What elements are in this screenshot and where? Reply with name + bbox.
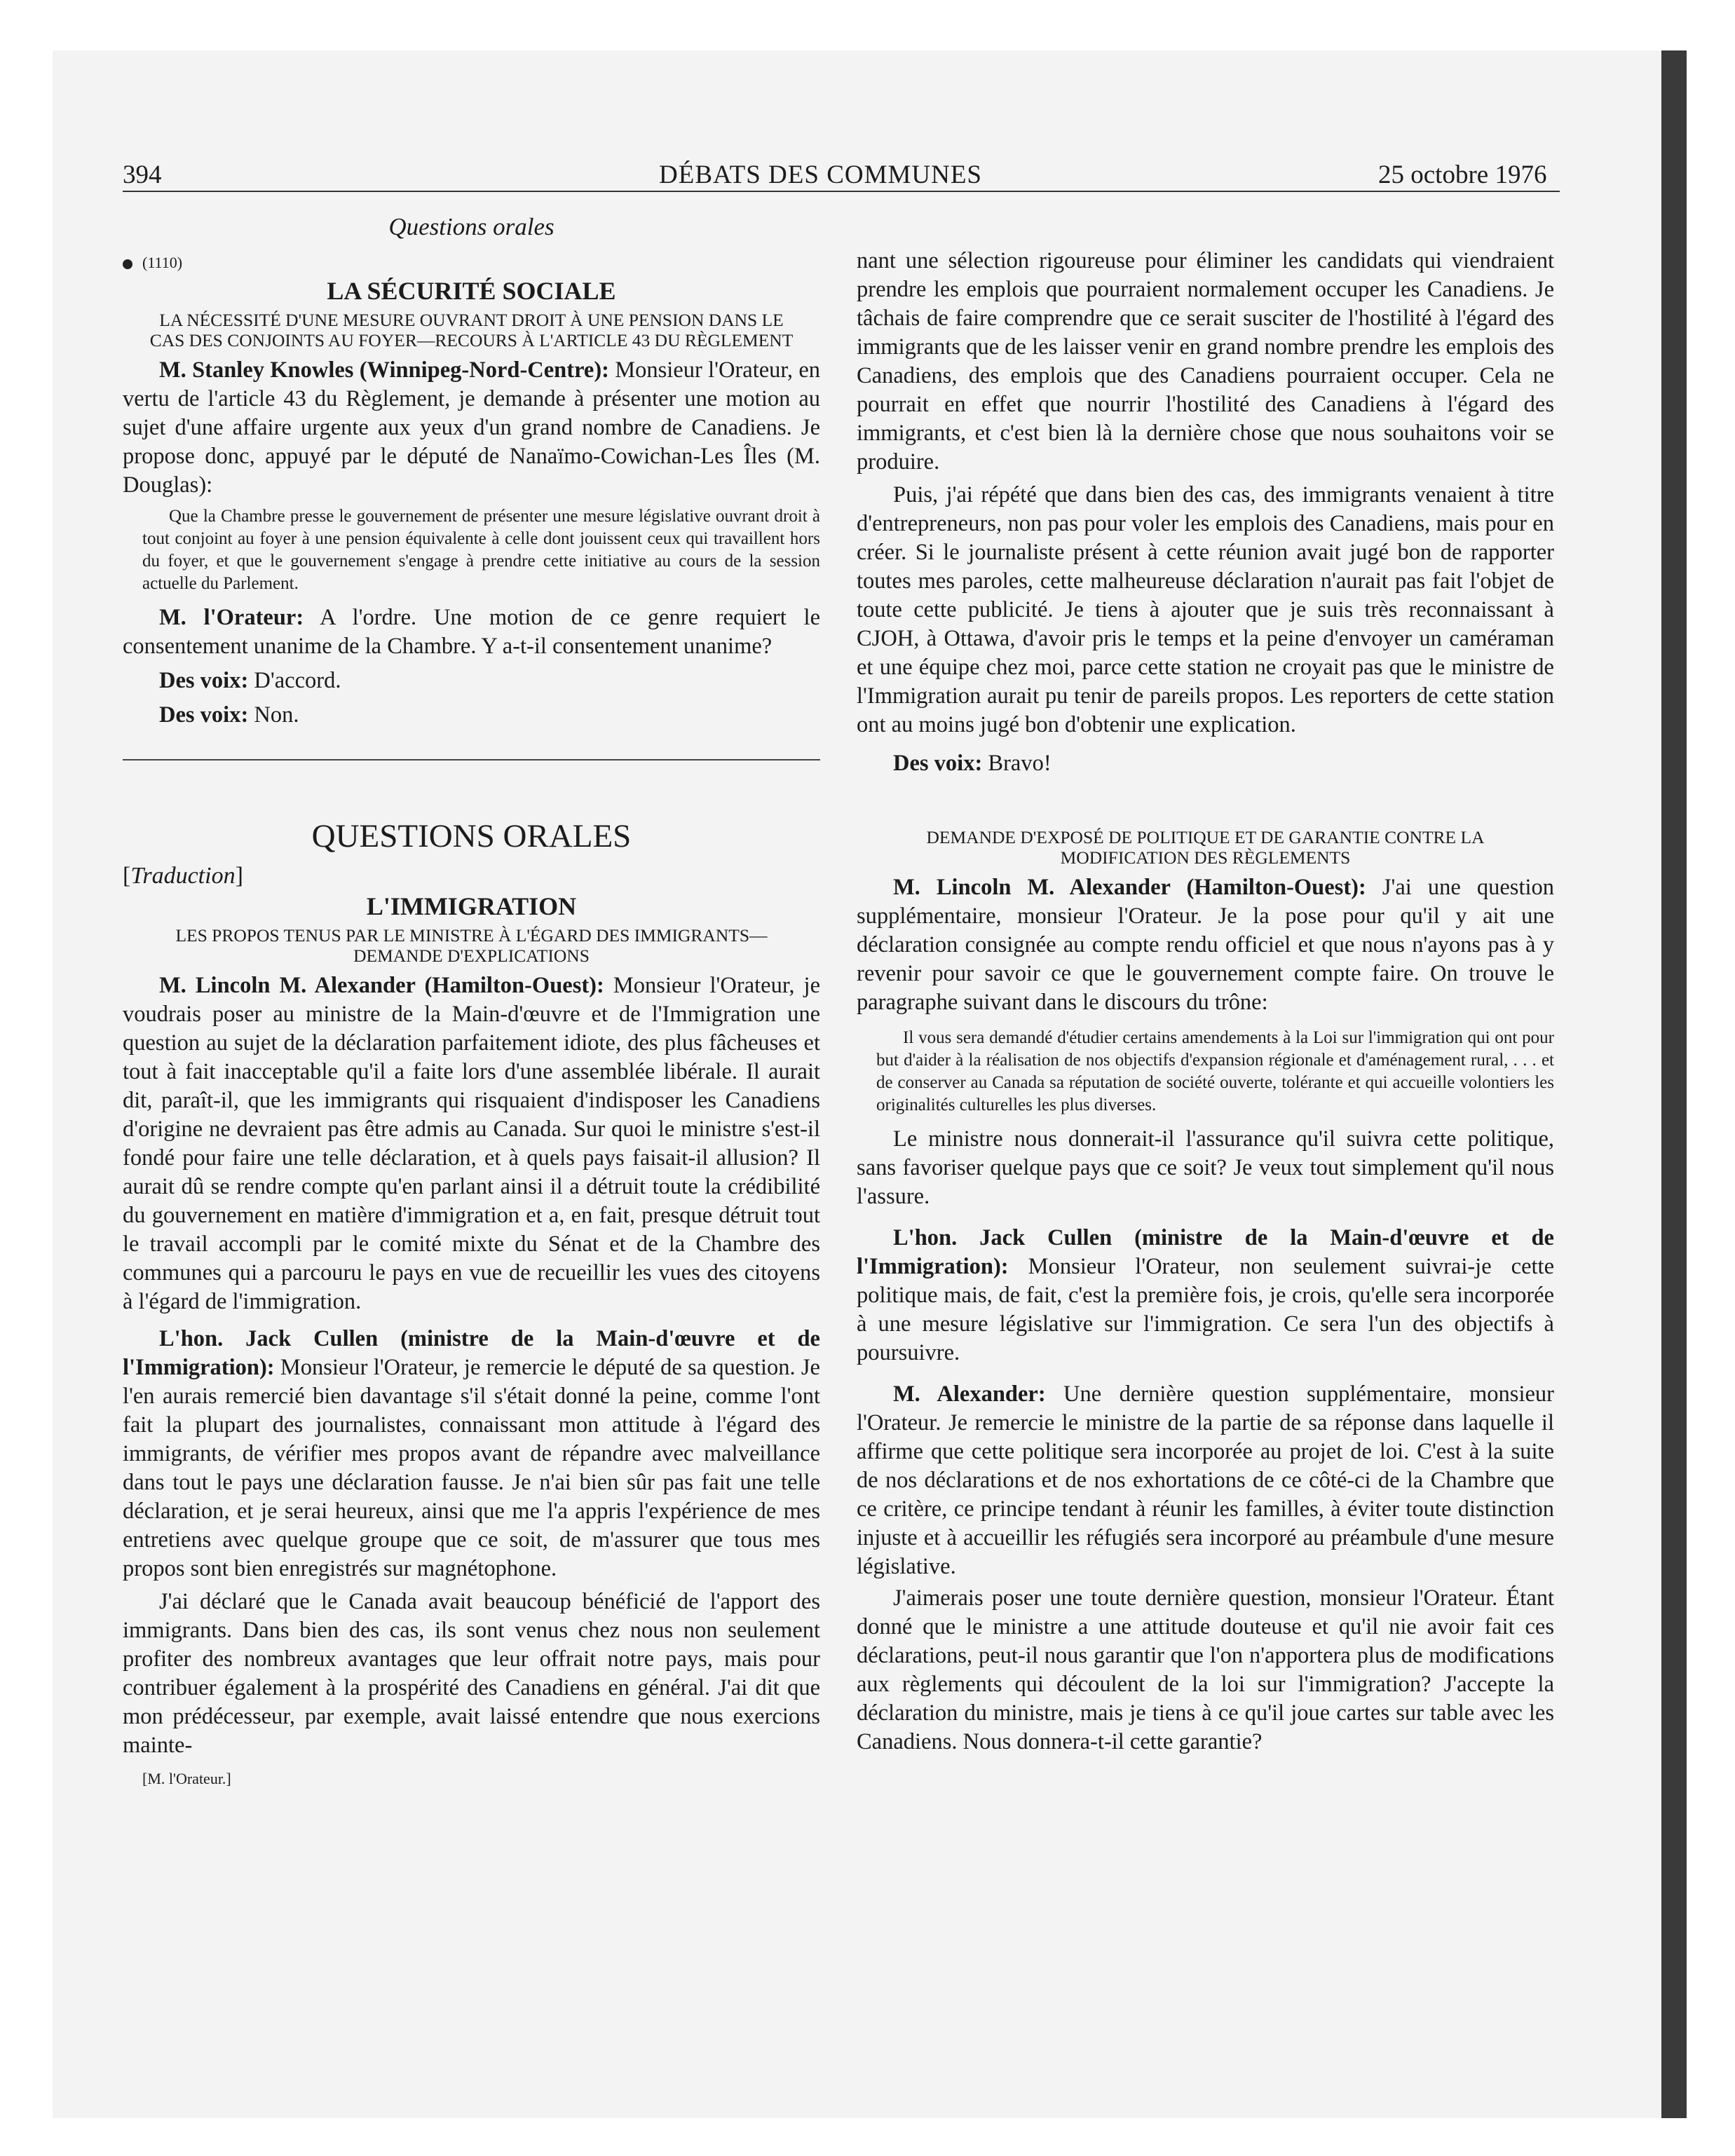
section-label: Questions orales: [388, 213, 554, 240]
paragraph-knowles: [123, 356, 820, 500]
speaker: M. Stanley Knowles (Winnipeg-Nord-Centre):: [159, 357, 609, 383]
speaker: M. Lincoln M. Alexander (Hamilton-Ouest):: [159, 973, 604, 998]
paragraph-alexander-4: [857, 1380, 1554, 1581]
speaker: M. Alexander:: [893, 1381, 1046, 1407]
subheading-demande: DEMANDE D'EXPOSÉ DE POLITIQUE ET DE GARANTIE CONTRE LA MODIFICATION DES RÈGLEMENTS: [926, 827, 1485, 868]
speaker: L'hon. Jack Cullen (ministre de la Main-d'œuvre et de l'Immigration):: [857, 1225, 1554, 1279]
subheading-pension: LA NÉCESSITÉ D'UNE MESURE OUVRANT DROIT À UNE PENSION DANS LE CAS DES CONJOINTS AU FOYER—RECOURS À L'ARTICLE 43 DU RÈGLEMENT: [149, 310, 794, 350]
right-column: [857, 247, 1554, 1756]
motion-text: Que la Chambre presse le gouvernement de présenter une mesure législative ouvrant droit à tout conjoint au foyer à une pension équivalente à celle dont jouissent ceux qui travaillent hors du foyer, et que le gouvernement s'engage à prendre cette initiative au cours de la session actuelle du Parlement.: [142, 507, 820, 593]
publication-title: DÉBATS DES COMMUNES: [659, 161, 983, 189]
speech-text: Une dernière question supplémentaire, monsieur l'Orateur. Je remercie le ministre de la partie de sa réponse dans laquelle il affirme que cette politique sera incorporée au projet de loi. C'est à la suite de nos déclarations et de nos exhortations de ce côté-ci de la Chambre que ce critère, ce principe tendant à réunir les familles, à éviter toute distinction injuste et à accueillir les réfugiés sera incorporé au préambule d'une mesure législative.: [857, 1381, 1554, 1579]
speech-text: Monsieur l'Orateur, en vertu de l'article 43 du Règlement, je demande à présenter une motion au sujet d'une affaire urgente aux yeux d'un grand nombre de Canadiens. Je propose donc, appuyé par le député de Nanaïmo-Cowichan-Les Îles (M. Douglas):: [123, 357, 820, 498]
paragraph-cullen-2: J'ai déclaré que le Canada avait beaucoup bénéficié de l'apport des immigrants. Dans bien des cas, ils sont venus chez nous non seulement profiter des nombreux avantages que leur offrait notre pays, mais pour contribuer également à la prospérité des Canadiens en général. J'ai dit que mon prédécesseur, par exemple, avait laissé entendre que nous exercions mainte-: [123, 1589, 820, 1758]
speaker: Des voix:: [893, 751, 983, 776]
header-rule: [123, 191, 1560, 192]
paragraph-voices-bravo: [857, 749, 1554, 778]
footnote: [M. l'Orateur.]: [142, 1770, 231, 1787]
page-number: 394: [123, 161, 162, 189]
speech-text: Monsieur l'Orateur, je remercie le député de sa question. Je l'en aurais remercié bien davantage s'il s'était donné la peine, comme l'ont fait la plupart des journalistes, connaissant mon attitude à l'égard des immigrants, de vérifier mes propos avant de répandre avec malveillance dans tout le pays une déclaration fausse. Je n'ai bien sûr pas fait une telle déclaration, et je serai heureux, ainsi que me l'a appris l'expérience de mes entretiens avec quelque groupe que ce soit, de m'assurer que tous mes propos sont bien enregistrés sur magnétophone.: [123, 1355, 820, 1581]
paragraph-continued: nant une sélection rigoureuse pour éliminer les candidats qui viendraient prendre les emplois que pourraient normalement occuper les Canadiens. Je tâchais de faire comprendre que ce serait susciter de l'hostilité à l'égard des immigrants que de les laisser venir en grand nombre prendre les emplois des Canadiens, des emplois que des Canadiens pourraient occuper. Cela ne pourrait en effet que nourrir l'hostilité des Canadiens à l'égard des immigrants, et c'est bien là la dernière chose que nous souhaitons voir se produire.: [857, 248, 1554, 475]
subheading-propos: LES PROPOS TENUS PAR LE MINISTRE À L'ÉGARD DES IMMIGRANTS—DEMANDE D'EXPLICATIONS: [175, 925, 768, 966]
quote-discours-trone: Il vous sera demandé d'étudier certains amendements à la Loi sur l'immigration qui ont pour but d'aider à la réalisation de nos objectifs d'expansion régionale et d'aménagement rural, . . . et de conserver au Canada sa réputation de société ouverte, tolérante et qui accueille volontiers les originalités culturelles les plus diverses.: [876, 1028, 1554, 1114]
heading-questions-orales: QUESTIONS ORALES: [311, 818, 632, 854]
speech-text: D'accord.: [248, 668, 341, 693]
section-divider: [123, 759, 820, 760]
speaker: L'hon. Jack Cullen (ministre de la Main-d'œuvre et de l'Immigration):: [123, 1326, 820, 1380]
speaker: Des voix:: [159, 702, 249, 728]
left-column: [123, 210, 820, 1788]
traduction-text: Traduction: [130, 863, 236, 889]
time-marker-row: [123, 254, 820, 272]
paragraph-alexander-3: Le ministre nous donnerait-il l'assurance qu'il suivra cette politique, sans favoriser quelque pays que ce soit? Je veux tout simplement qu'il nous l'assure.: [857, 1126, 1554, 1209]
speech-text: Non.: [248, 702, 299, 728]
paragraph-voices-2: [123, 701, 820, 730]
speech-text: A l'ordre. Une motion de ce genre requiert le consentement unanime de la Chambre. Y a-t-il consentement unanime?: [123, 605, 820, 659]
paragraph-cullen: [123, 1325, 820, 1583]
speech-text: Monsieur l'Orateur, je voudrais poser au ministre de la Main-d'œuvre et de l'Immigration une question au sujet de la déclaration parfaitement idiote, des plus fâcheuses et tout à fait inacceptable qu'il a faite lors d'une assemblée libérale. Il aurait dit, paraît-il, que les immigrants qui risquaient d'indisposer les Canadiens d'origine ne devraient pas être admis au Canada. Sur quoi le ministre s'est-il fondé pour faire une telle déclaration, et à quels pays faisait-il allusion? Il aurait dû se rendre compte qu'en parlant ainsi il a détruit toute la crédibilité du gouvernement en matière d'immigration et a, en fait, presque détruit tout le travail accompli par le comité mixte du Sénat et de la Chambre des communes qui a parcouru le pays en vue de recueillir les vues des citoyens à l'égard de l'immigration.: [123, 973, 821, 1314]
paragraph-cullen-4: [857, 1224, 1554, 1367]
paragraph-voices-1: [123, 667, 820, 695]
heading-immigration: L'IMMIGRATION: [366, 892, 577, 920]
paragraph-alexander: [123, 971, 820, 1316]
speaker: M. l'Orateur:: [159, 605, 304, 630]
paragraph-alexander-2: [857, 873, 1554, 1017]
speaker: M. Lincoln M. Alexander (Hamilton-Ouest):: [893, 875, 1366, 900]
page-date: 25 octobre 1976: [1378, 161, 1547, 189]
speech-text: J'ai une question supplémentaire, monsieur l'Orateur. Je la pose pour qu'il y ait une déclaration consignée au compte rendu officiel et que nous n'ayons pas à y revenir pour savoir ce que le gouvernement compte faire. On trouve le paragraphe suivant dans le discours du trône:: [857, 875, 1555, 1015]
scan-edge-bar: [1661, 50, 1687, 2118]
paragraph-alexander-5: J'aimerais poser une toute dernière question, monsieur l'Orateur. Étant donné que le ministre a une attitude douteuse et qu'il nie avoir fait ces déclarations, peut-il nous garantir que l'on n'apportera plus de modifications aux règlements qui découlent de la loi sur l'immigration? J'accepte la déclaration du ministre, mais je tiens à ce qu'il joue cartes sur table avec les Canadiens. Nous donnera-t-il cette garantie?: [857, 1585, 1554, 1754]
speech-text: Bravo!: [982, 751, 1052, 776]
bullet-icon: [123, 259, 132, 269]
traduction-label: [Traduction]: [123, 863, 243, 889]
paragraph-orateur: [123, 603, 820, 661]
paragraph-cullen-3: Puis, j'ai répété que dans bien des cas, des immigrants venaient à titre d'entrepreneurs, non pas pour voler les emplois des Canadiens, mais pour en créer. Si le journaliste présent à cette réunion avait jugé bon de rapporter toutes mes paroles, cette malheureuse déclaration n'aurait pas fait l'objet de toute cette publicité. Je tiens à ajouter que je suis très reconnaissant à CJOH, à Ottawa, d'avoir pris le temps et la peine d'envoyer un caméraman et une équipe chez moi, parce cette station ne croyait pas que le ministre de l'Immigration aurait pu tenir de pareils propos. Les reporters de cette station ont au moins jugé bon d'obtenir une explication.: [857, 482, 1554, 737]
heading-social-security: LA SÉCURITÉ SOCIALE: [327, 277, 616, 305]
speaker: Des voix:: [159, 668, 249, 693]
speech-text: Monsieur l'Orateur, non seulement suivrai-je cette politique mais, de fait, c'est la première fois, je crois, qu'elle sera incorporée à une mesure législative sur l'immigration. Ce sera l'un des objectifs à poursuivre.: [857, 1254, 1554, 1365]
time-marker: (1110): [142, 254, 183, 271]
